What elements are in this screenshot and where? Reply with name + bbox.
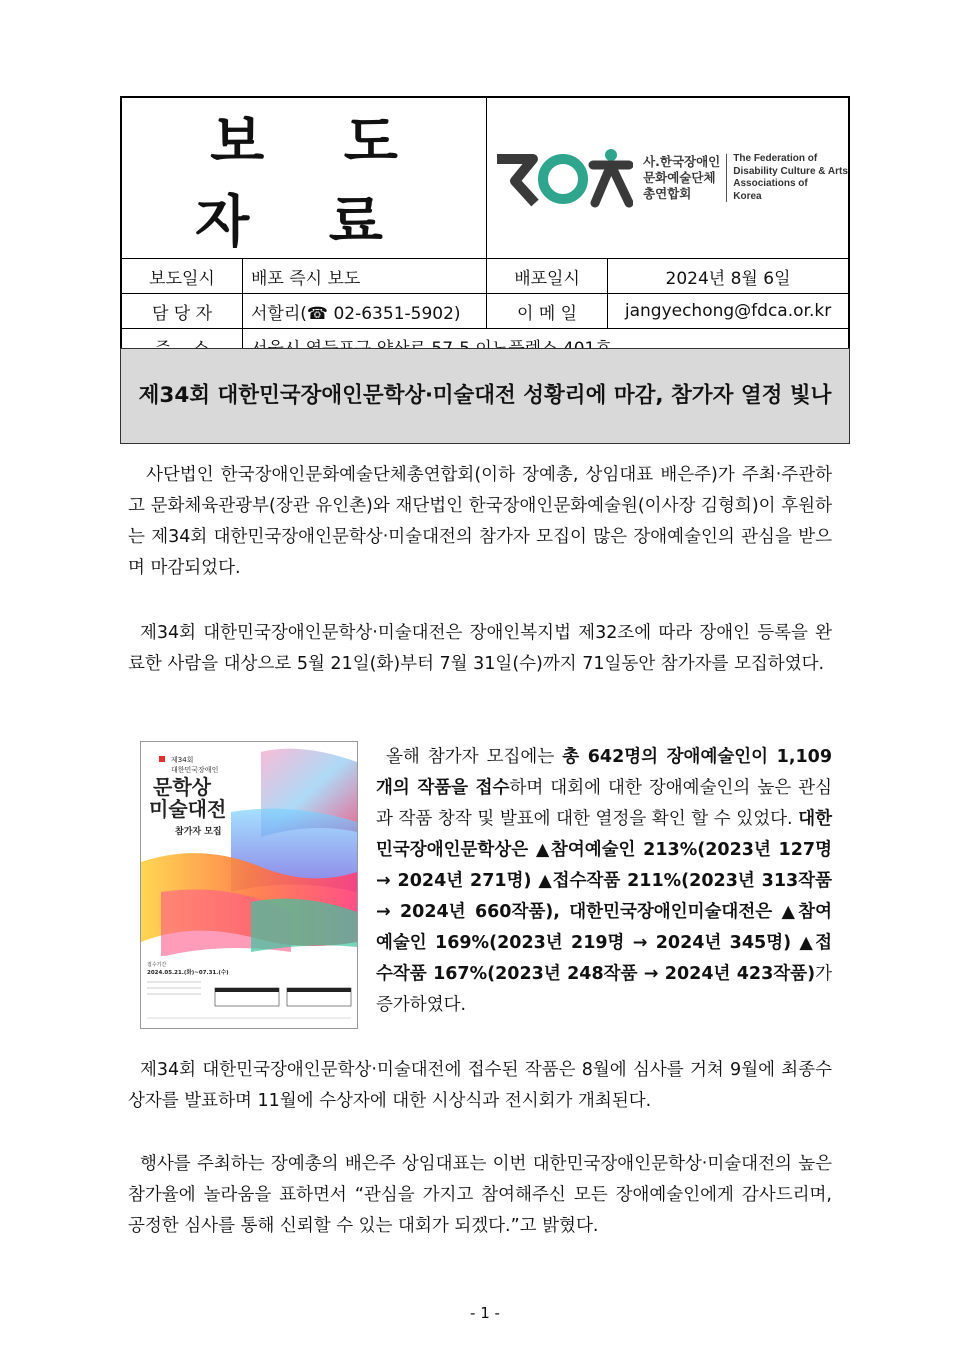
org-name-english [727, 153, 848, 203]
release-date-label: 보도일시 [121, 259, 243, 294]
org-logo-icon [493, 147, 633, 209]
p3-statistics: 대한민국장애인문학상은 ▲참여예술인 213%(2023년 127명 → 2024년 271명) ▲접수작품 211%(2023년 313작품 → 2024년 660작품), 대한민국장애인미술대전은 ▲참여예술인 169%(2023년 219명 → 2024년 345명) ▲접수작품 167%(2023년 248작품 → 2024년 423작품) [376, 809, 832, 984]
body-paragraph-3 [376, 742, 832, 1021]
poster-title-line2: 미술대전 [149, 797, 227, 821]
org-logo-cell [487, 97, 849, 259]
org-name-en-line: Associations of [733, 178, 808, 189]
p3-text: 하며 대회에 대한 장애예술인의 높은 관심과 작품 창작 및 발표에 대한 열정을 확인 할 수 있었다. [376, 778, 832, 829]
poster-subtitle: 대한민국장애인 [171, 766, 219, 774]
org-name-en-line: Korea [733, 190, 762, 202]
contact-label: 담 당 자 [121, 294, 243, 329]
distribution-date-label: 배포일시 [487, 259, 608, 294]
p3-emphasis: 총 642명의 장애예술인이 1,109개의 작품을 접수 [376, 747, 832, 798]
org-name-ko-line: 사.한국장애인 [643, 154, 721, 169]
contest-poster-image [140, 741, 358, 1029]
doc-title-cell [121, 97, 487, 259]
headline-box [120, 348, 850, 444]
poster-title-line1: 문학상 [153, 775, 211, 799]
org-name-ko-line: 문화예술단체 [643, 170, 716, 185]
poster-period-value: 2024.05.21.(화)~07.31.(수) [147, 970, 229, 976]
headline: 제34회 대한민국장애인문학상‧미술대전 성황리에 마감, 참가자 열정 빛나 [138, 383, 832, 408]
org-name-en-line: The Federation of [733, 153, 818, 164]
email-value[interactable]: jangyechong@fdca.or.kr [608, 294, 849, 329]
press-header-table [120, 96, 850, 365]
contact-value: 서할리(☎ 02-6351-5902) [243, 294, 487, 329]
p3-text: 가 증가하였다. [376, 964, 832, 1015]
page-number: - 1 - [470, 1304, 500, 1322]
body-paragraph-5: 행사를 주최하는 장예총의 배은주 상임대표는 이번 대한민국장애인문학상‧미술대전의 높은 참가율에 놀라움을 표하면서 “관심을 가지고 참여해주신 모든 장애예술인에게 감사드리며, 공정한 심사를 통해 신뢰할 수 있는 대회가 되겠다.”고 밝혔다. [128, 1154, 832, 1236]
poster-period-label: 접수기간 [147, 962, 167, 968]
email-label: 이 메 일 [487, 294, 608, 329]
org-name-en-line: Disability Culture & Arts [733, 165, 848, 177]
poster-caption: 참가자 모집 [175, 827, 222, 837]
doc-title: 보 도 자 료 [195, 109, 428, 255]
org-name-korean [637, 154, 727, 202]
p3-text: 올해 참가자 모집에는 [386, 747, 563, 767]
poster-edition: 제34회 [171, 756, 194, 764]
distribution-date-value: 2024년 8월 6일 [608, 259, 849, 294]
release-date-value: 배포 즉시 보도 [243, 259, 487, 294]
body-paragraph-4: 제34회 대한민국장애인문학상‧미술대전에 접수된 작품은 8월에 심사를 거쳐 9월에 최종수상자를 발표하며 11월에 수상자에 대한 시상식과 전시회가 개최된다. [128, 1060, 832, 1111]
poster-artwork [141, 742, 357, 1028]
body-paragraph-2: 제34회 대한민국장애인문학상‧미술대전은 장애인복지법 제32조에 따라 장애인 등록을 완료한 사람을 대상으로 5월 21일(화)부터 7월 31일(수)까지 71일동안 참가자를 모집하였다. [128, 623, 832, 674]
org-name-ko-line: 총연합회 [643, 186, 692, 201]
body-paragraph-1: 사단법인 한국장애인문화예술단체총연합회(이하 장예총, 상임대표 배은주)가 주최‧주관하고 문화체육관광부(장관 유인촌)와 재단법인 한국장애인문화예술원(이사장 김형희)이 후원하는 제34회 대한민국장애인문학상‧미술대전의 참가자 모집이 많은 장애예술인의 관심을 받으며 마감되었다. [128, 465, 832, 578]
